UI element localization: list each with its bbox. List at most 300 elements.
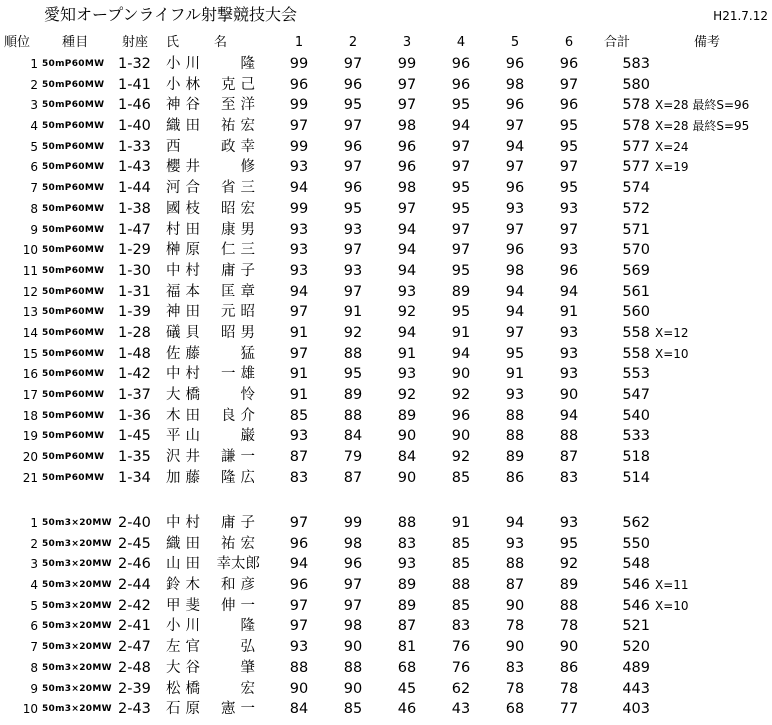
surname-cell: 中村	[166, 515, 205, 531]
total-cell: 546	[622, 577, 650, 594]
series-6-cell: 92	[559, 556, 579, 573]
surname-cell: 織田	[166, 535, 205, 552]
series-6-cell: 91	[559, 304, 579, 321]
series-6-cell: 96	[559, 97, 579, 114]
total-cell: 443	[622, 680, 650, 697]
series-4-cell: 95	[451, 97, 471, 114]
series-1-cell: 83	[289, 469, 309, 486]
table-row	[0, 54, 772, 75]
event-cell: 50m3×20MW	[42, 518, 112, 528]
table-row	[0, 658, 772, 679]
series-2-cell: 97	[343, 56, 363, 72]
position-cell: 1-40	[118, 118, 151, 135]
total-cell: 562	[622, 515, 650, 531]
given-name-cell: 隆	[240, 618, 260, 635]
series-4-cell: 96	[451, 76, 471, 93]
rank-cell: 10	[22, 243, 38, 258]
series-4-cell: 94	[451, 345, 471, 362]
surname-cell: 神田	[166, 304, 205, 321]
surname-cell: 河合	[166, 180, 205, 197]
event-cell: 50mP60MW	[42, 369, 105, 380]
series-1-cell: 93	[289, 639, 309, 656]
series-4-cell: 95	[451, 180, 471, 197]
series-5-cell: 93	[505, 535, 525, 552]
position-cell: 1-34	[118, 469, 151, 486]
series-6-cell: 78	[559, 680, 579, 697]
given-name-cell: 仁三	[221, 242, 260, 259]
series-5-cell: 96	[505, 180, 525, 197]
given-name-cell: 昭男	[221, 324, 260, 341]
surname-cell: 大谷	[166, 659, 205, 676]
series-6-cell: 78	[559, 618, 579, 635]
section-3x20-results	[0, 513, 772, 720]
header-series-5: 5	[510, 35, 520, 50]
series-4-cell: 91	[451, 324, 471, 341]
rank-cell: 5	[30, 598, 38, 613]
series-3-cell: 90	[397, 428, 417, 445]
position-cell: 1-39	[118, 304, 151, 321]
series-2-cell: 84	[343, 428, 363, 445]
series-3-cell: 94	[397, 262, 417, 279]
position-cell: 1-35	[118, 449, 151, 466]
given-name-cell: 憲一	[221, 701, 260, 718]
table-row	[0, 178, 772, 199]
series-6-cell: 86	[559, 659, 579, 676]
table-row	[0, 447, 772, 468]
series-6-cell: 93	[559, 366, 579, 383]
note-cell: X=11	[655, 578, 689, 593]
series-2-cell: 96	[343, 138, 363, 155]
event-cell: 50mP60MW	[42, 100, 105, 111]
series-5-cell: 83	[505, 659, 525, 676]
event-cell: 50mP60MW	[42, 307, 105, 318]
series-1-cell: 97	[289, 597, 309, 614]
given-name-cell: 肇	[240, 659, 260, 676]
header-name-mei: 名	[214, 35, 229, 50]
surname-cell: 松橋	[166, 680, 205, 697]
total-cell: 403	[622, 701, 650, 718]
series-3-cell: 87	[397, 618, 417, 635]
table-row	[0, 95, 772, 116]
series-6-cell: 90	[559, 639, 579, 656]
series-1-cell: 91	[289, 324, 309, 341]
position-cell: 1-46	[118, 97, 151, 114]
series-2-cell: 85	[343, 701, 363, 718]
surname-cell: 村田	[166, 221, 205, 238]
table-row	[0, 240, 772, 261]
series-2-cell: 97	[343, 118, 363, 135]
series-1-cell: 96	[289, 76, 309, 93]
position-cell: 1-43	[118, 159, 151, 176]
series-6-cell: 94	[559, 407, 579, 424]
series-2-cell: 91	[343, 304, 363, 321]
series-1-cell: 99	[289, 200, 309, 217]
series-4-cell: 92	[451, 387, 471, 403]
table-row	[0, 554, 772, 575]
given-name-cell: 元昭	[221, 304, 260, 321]
series-2-cell: 93	[343, 221, 363, 238]
surname-cell: 甲斐	[166, 597, 205, 614]
surname-cell: 大橋	[166, 387, 205, 403]
rank-cell: 15	[22, 346, 38, 361]
rank-cell: 10	[22, 702, 38, 717]
rank-cell: 17	[22, 388, 38, 402]
series-5-cell: 94	[505, 304, 525, 321]
event-cell: 50m3×20MW	[42, 600, 112, 611]
series-3-cell: 46	[397, 701, 417, 718]
surname-cell: 國枝	[166, 200, 205, 217]
rank-cell: 2	[30, 536, 38, 551]
series-1-cell: 93	[289, 262, 309, 279]
header-note: 備考	[694, 35, 721, 50]
surname-cell: 平山	[166, 428, 205, 445]
total-cell: 533	[622, 428, 650, 445]
series-3-cell: 92	[397, 304, 417, 321]
table-row	[0, 426, 772, 447]
given-name-cell: 祐宏	[221, 535, 260, 552]
series-1-cell: 99	[289, 138, 309, 155]
position-cell: 2-40	[118, 515, 151, 531]
position-cell: 2-44	[118, 577, 151, 594]
series-1-cell: 97	[289, 515, 309, 531]
event-cell: 50mP60MW	[42, 121, 105, 132]
surname-cell: 神谷	[166, 97, 205, 114]
header-total: 合計	[604, 35, 631, 50]
total-cell: 570	[622, 242, 650, 259]
series-4-cell: 85	[451, 469, 471, 486]
series-6-cell: 97	[559, 159, 579, 176]
series-3-cell: 89	[397, 597, 417, 614]
series-6-cell: 97	[559, 221, 579, 238]
surname-cell: 木田	[166, 407, 205, 424]
series-3-cell: 96	[397, 159, 417, 176]
series-4-cell: 91	[451, 515, 471, 531]
total-cell: 521	[622, 618, 650, 635]
header-series-2: 2	[348, 35, 358, 50]
position-cell: 1-48	[118, 345, 151, 362]
rank-cell: 8	[30, 201, 38, 216]
series-1-cell: 94	[289, 283, 309, 300]
series-5-cell: 87	[505, 577, 525, 594]
series-1-cell: 93	[289, 221, 309, 238]
series-3-cell: 94	[397, 324, 417, 341]
series-5-cell: 96	[505, 56, 525, 72]
surname-cell: 沢井	[166, 449, 205, 466]
series-3-cell: 99	[397, 56, 417, 72]
series-2-cell: 87	[343, 469, 363, 486]
event-cell: 50m3×20MW	[42, 704, 112, 715]
series-5-cell: 90	[505, 639, 525, 656]
total-cell: 569	[622, 262, 650, 279]
rank-cell: 19	[22, 429, 38, 444]
series-3-cell: 89	[397, 407, 417, 424]
total-cell: 540	[622, 407, 650, 424]
series-1-cell: 93	[289, 159, 309, 176]
rank-cell: 18	[22, 408, 38, 423]
series-6-cell: 94	[559, 283, 579, 300]
surname-cell: 榊原	[166, 242, 205, 259]
surname-cell: 小川	[166, 56, 205, 72]
series-1-cell: 99	[289, 97, 309, 114]
event-cell: 50m3×20MW	[42, 683, 112, 694]
header-position: 射座	[122, 35, 149, 50]
series-2-cell: 98	[343, 618, 363, 635]
series-5-cell: 94	[505, 283, 525, 300]
table-row	[0, 220, 772, 241]
series-5-cell: 96	[505, 242, 525, 259]
rank-cell: 1	[30, 57, 38, 71]
series-2-cell: 96	[343, 76, 363, 93]
surname-cell: 加藤	[166, 469, 205, 486]
series-4-cell: 95	[451, 200, 471, 217]
series-6-cell: 95	[559, 180, 579, 197]
given-name-cell: 康男	[221, 221, 260, 238]
given-name-cell: 弘	[240, 639, 260, 656]
series-3-cell: 97	[397, 76, 417, 93]
rank-cell: 3	[30, 98, 38, 113]
series-4-cell: 92	[451, 449, 471, 466]
series-5-cell: 68	[505, 701, 525, 718]
series-1-cell: 88	[289, 659, 309, 676]
series-2-cell: 97	[343, 283, 363, 300]
series-2-cell: 88	[343, 407, 363, 424]
given-name-cell: 猛	[240, 345, 260, 362]
given-name-cell: 匡章	[221, 283, 260, 300]
surname-cell: 山田	[166, 556, 205, 573]
series-2-cell: 90	[343, 639, 363, 656]
event-cell: 50m3×20MW	[42, 662, 112, 673]
event-cell: 50mP60MW	[42, 162, 105, 173]
event-cell: 50mP60MW	[42, 390, 105, 400]
total-cell: 553	[622, 366, 650, 383]
given-name-cell: 和彦	[221, 577, 260, 594]
series-2-cell: 97	[343, 577, 363, 594]
series-6-cell: 96	[559, 262, 579, 279]
event-cell: 50mP60MW	[42, 203, 105, 214]
series-1-cell: 97	[289, 345, 309, 362]
series-5-cell: 97	[505, 159, 525, 176]
series-5-cell: 88	[505, 556, 525, 573]
rank-cell: 4	[30, 119, 38, 134]
series-6-cell: 93	[559, 200, 579, 217]
total-cell: 514	[622, 469, 650, 486]
table-row	[0, 137, 772, 158]
note-cell: X=12	[655, 325, 689, 340]
event-cell: 50mP60MW	[42, 59, 105, 69]
position-cell: 1-30	[118, 262, 151, 279]
series-1-cell: 84	[289, 701, 309, 718]
table-row	[0, 637, 772, 658]
series-2-cell: 99	[343, 515, 363, 531]
table-row	[0, 157, 772, 178]
series-2-cell: 95	[343, 366, 363, 383]
rank-cell: 11	[22, 263, 38, 278]
series-5-cell: 78	[505, 680, 525, 697]
series-2-cell: 88	[343, 345, 363, 362]
series-4-cell: 76	[451, 639, 471, 656]
series-3-cell: 92	[397, 387, 417, 403]
total-cell: 580	[622, 76, 650, 93]
series-4-cell: 96	[451, 407, 471, 424]
series-4-cell: 94	[451, 118, 471, 135]
header-series-1: 1	[294, 35, 304, 50]
surname-cell: 中村	[166, 366, 205, 383]
surname-cell: 織田	[166, 118, 205, 135]
series-5-cell: 94	[505, 138, 525, 155]
given-name-cell: 政幸	[221, 138, 260, 155]
series-4-cell: 85	[451, 597, 471, 614]
series-1-cell: 90	[289, 680, 309, 697]
series-2-cell: 79	[343, 449, 363, 466]
position-cell: 2-45	[118, 535, 151, 552]
position-cell: 1-44	[118, 180, 151, 197]
table-row	[0, 699, 772, 720]
series-5-cell: 97	[505, 118, 525, 135]
series-4-cell: 85	[451, 556, 471, 573]
total-cell: 520	[622, 639, 650, 656]
total-cell: 577	[622, 138, 650, 155]
event-cell: 50m3×20MW	[42, 642, 112, 653]
note-cell: X=10	[655, 598, 689, 613]
given-name-cell: 庸子	[221, 515, 260, 531]
total-cell: 571	[622, 221, 650, 238]
position-cell: 1-29	[118, 242, 151, 259]
column-header-row	[0, 34, 772, 52]
series-6-cell: 90	[559, 387, 579, 403]
table-row	[0, 513, 772, 534]
table-row	[0, 302, 772, 323]
event-cell: 50mP60MW	[42, 141, 105, 152]
series-1-cell: 94	[289, 556, 309, 573]
series-1-cell: 91	[289, 366, 309, 383]
series-5-cell: 89	[505, 449, 525, 466]
table-row	[0, 75, 772, 96]
given-name-cell: 至洋	[221, 97, 260, 114]
series-2-cell: 96	[343, 556, 363, 573]
series-6-cell: 95	[559, 138, 579, 155]
position-cell: 1-32	[118, 56, 151, 72]
surname-cell: 福本	[166, 283, 205, 300]
position-cell: 1-36	[118, 407, 151, 424]
given-name-cell: 隆広	[221, 469, 260, 486]
series-6-cell: 88	[559, 428, 579, 445]
series-3-cell: 94	[397, 242, 417, 259]
event-cell: 50mP60MW	[42, 79, 105, 90]
series-4-cell: 90	[451, 366, 471, 383]
position-cell: 2-46	[118, 556, 151, 573]
table-row	[0, 282, 772, 303]
section-prone-results	[0, 54, 772, 488]
table-row	[0, 575, 772, 596]
rank-cell: 7	[30, 181, 38, 196]
rank-cell: 8	[30, 660, 38, 675]
given-name-cell: 謙一	[221, 449, 260, 466]
note-cell: X=28 最終S=96	[655, 98, 750, 113]
event-cell: 50m3×20MW	[42, 621, 112, 632]
header-name-sei: 氏	[166, 35, 181, 50]
series-4-cell: 96	[451, 56, 471, 72]
event-cell: 50mP60MW	[42, 327, 105, 338]
series-6-cell: 88	[559, 597, 579, 614]
series-6-cell: 95	[559, 535, 579, 552]
position-cell: 2-41	[118, 618, 151, 635]
series-3-cell: 97	[397, 200, 417, 217]
series-5-cell: 86	[505, 469, 525, 486]
position-cell: 1-42	[118, 366, 151, 383]
position-cell: 1-33	[118, 138, 151, 155]
position-cell: 1-41	[118, 76, 151, 93]
event-cell: 50m3×20MW	[42, 538, 112, 549]
surname-cell: 櫻井	[166, 159, 205, 176]
series-5-cell: 78	[505, 618, 525, 635]
series-5-cell: 95	[505, 345, 525, 362]
series-2-cell: 89	[343, 387, 363, 403]
series-5-cell: 98	[505, 262, 525, 279]
series-3-cell: 98	[397, 180, 417, 197]
total-cell: 489	[622, 659, 650, 676]
table-row	[0, 679, 772, 700]
series-6-cell: 93	[559, 515, 579, 531]
series-1-cell: 97	[289, 618, 309, 635]
series-3-cell: 93	[397, 556, 417, 573]
series-6-cell: 87	[559, 449, 579, 466]
series-3-cell: 81	[397, 639, 417, 656]
event-cell: 50mP60MW	[42, 410, 105, 421]
series-6-cell: 77	[559, 701, 579, 718]
series-6-cell: 93	[559, 345, 579, 362]
series-4-cell: 97	[451, 159, 471, 176]
total-cell: 561	[622, 283, 650, 300]
rank-cell: 6	[30, 619, 38, 634]
series-4-cell: 62	[451, 680, 471, 697]
series-3-cell: 97	[397, 97, 417, 114]
series-6-cell: 93	[559, 242, 579, 259]
total-cell: 577	[622, 159, 650, 176]
series-4-cell: 89	[451, 283, 471, 300]
series-5-cell: 98	[505, 76, 525, 93]
series-2-cell: 97	[343, 242, 363, 259]
position-cell: 2-39	[118, 680, 151, 697]
series-4-cell: 95	[451, 304, 471, 321]
document-title: 愛知オープンライフル射撃競技大会	[44, 5, 297, 24]
series-5-cell: 90	[505, 597, 525, 614]
surname-cell: 佐藤	[166, 345, 205, 362]
table-row	[0, 616, 772, 637]
series-1-cell: 85	[289, 407, 309, 424]
total-cell: 550	[622, 535, 650, 552]
total-cell: 578	[622, 118, 650, 135]
table-row	[0, 385, 772, 406]
header-rank: 順位	[4, 35, 31, 50]
surname-cell: 鈴木	[166, 577, 205, 594]
total-cell: 583	[622, 56, 650, 72]
series-4-cell: 90	[451, 428, 471, 445]
series-4-cell: 85	[451, 535, 471, 552]
total-cell: 558	[622, 345, 650, 362]
position-cell: 1-45	[118, 428, 151, 445]
position-cell: 2-42	[118, 597, 151, 614]
given-name-cell: 省三	[221, 180, 260, 197]
given-name-cell: 一雄	[221, 366, 260, 383]
event-cell: 50m3×20MW	[42, 580, 112, 591]
note-cell: X=19	[655, 160, 689, 175]
event-cell: 50mP60MW	[42, 348, 105, 359]
given-name-cell: 昭宏	[221, 200, 260, 217]
series-3-cell: 98	[397, 118, 417, 135]
total-cell: 572	[622, 200, 650, 217]
series-6-cell: 83	[559, 469, 579, 486]
series-1-cell: 97	[289, 118, 309, 135]
